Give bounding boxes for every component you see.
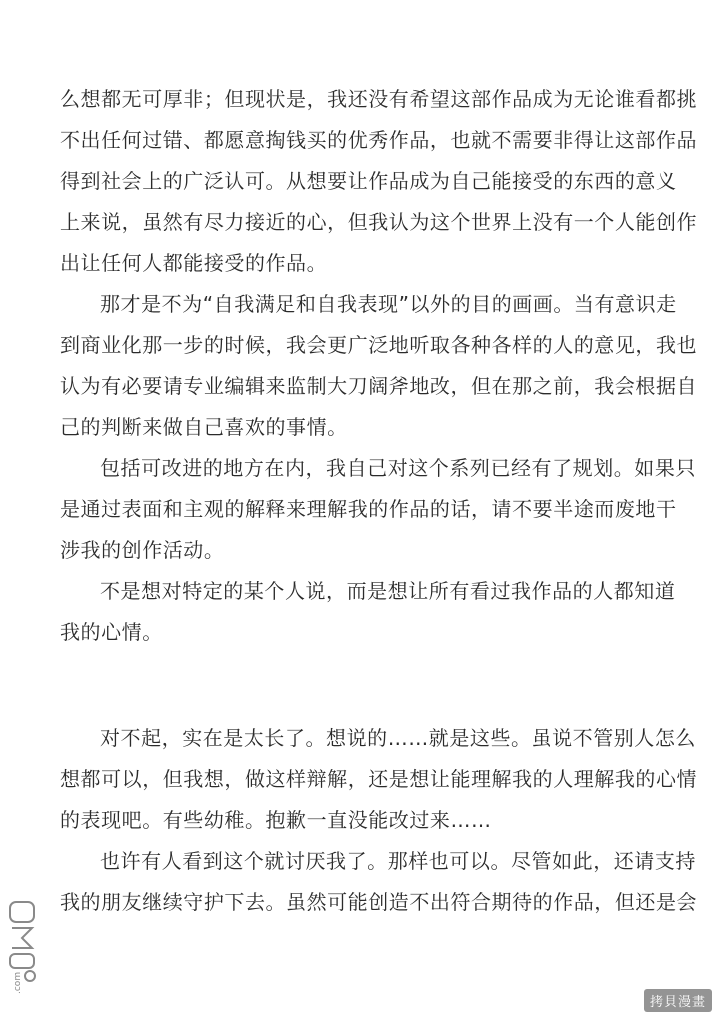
text-line: 己的判断来做自己喜欢的事情。 (60, 415, 348, 439)
text-line: 得到社会上的广泛认可。从想要让作品成为自己能接受的东西的意义 (60, 169, 677, 193)
text-line: 涉我的创作活动。 (60, 538, 225, 562)
text-line: 出让任何人都能接受的作品。 (60, 251, 328, 275)
text-line: 也许有人看到这个就讨厌我了。那样也可以。尽管如此，还请支持 (100, 849, 696, 873)
text-line: 我的心情。 (60, 620, 163, 644)
text-line: 的表现吧。有些幼稚。抱歉一直没能改过来…… (60, 808, 492, 832)
text-line: 想都可以，但我想，做这样辩解，还是想让能理解我的人理解我的心情 (60, 767, 698, 791)
text-line: 是通过表面和主观的解释来理解我的作品的话，请不要半途而废地干 (60, 497, 677, 521)
text-line: 对不起，实在是太长了。想说的……就是这些。虽说不管别人怎么 (100, 726, 696, 750)
text-section-1 (60, 79, 698, 653)
text-line: 不是想对特定的某个人说，而是想让所有看过我作品的人都知道 (100, 579, 676, 603)
dm5-watermark-logo (6, 898, 42, 998)
corner-watermark-text: 拷貝漫畫 (649, 995, 706, 1010)
text-line: 包括可改进的地方在内，我自己对这个系列已经有了规划。如果只 (100, 456, 696, 480)
svg-text:.com: .com (13, 971, 23, 994)
text-section-2 (60, 718, 698, 923)
text-line: 那才是不为“自我满足和自我表现”以外的目的画画。当有意识走 (100, 292, 677, 316)
text-line: 我的朋友继续守护下去。虽然可能创造不出符合期待的作品，但还是会 (60, 890, 698, 914)
text-line: 么想都无可厚非；但现状是，我还没有希望这部作品成为无论谁看都挑 (60, 87, 698, 111)
text-line: 到商业化那一步的时候，我会更广泛地听取各种各样的人的意见，我也 (60, 333, 698, 357)
text-line: 认为有必要请专业编辑来监制大刀阔斧地改，但在那之前，我会根据自 (60, 374, 698, 398)
text-line: 不出任何过错、都愿意掏钱买的优秀作品，也就不需要非得让这部作品 (60, 128, 698, 152)
text-line: 上来说，虽然有尽力接近的心，但我认为这个世界上没有一个人能创作 (60, 210, 698, 234)
corner-watermark (644, 989, 712, 1012)
